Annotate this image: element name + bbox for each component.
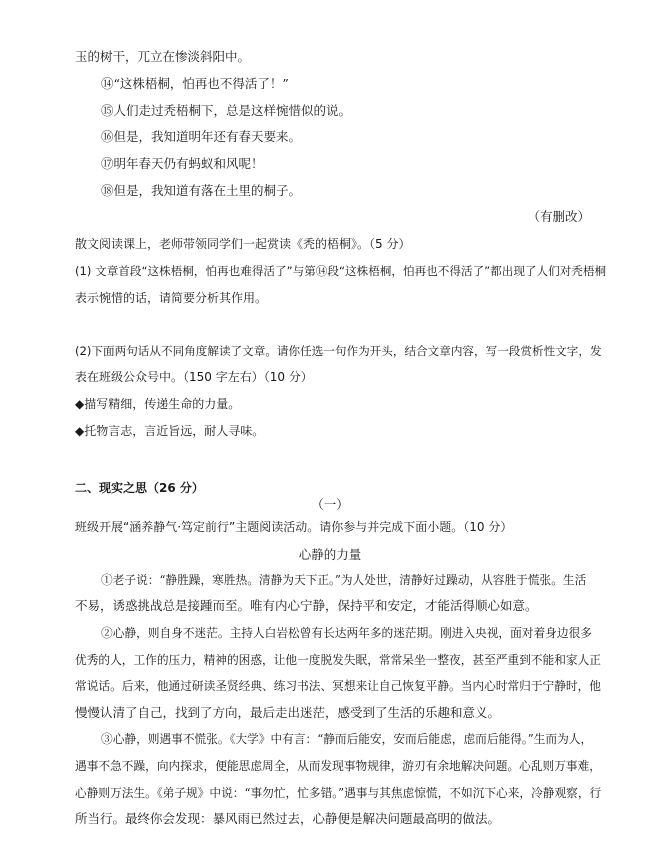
question-1-line-2: 表示惋惜的话，请简要分析其作用。 xyxy=(75,291,268,305)
section-2-part: （一） xyxy=(311,497,349,512)
passage-line-15: ⑮人们走过秃梧桐下，总是这样惋惜似的说。 xyxy=(101,103,352,118)
article-line-6: 慢慢认清了自己，找到了方向，最后走出迷茫，感受到了生活的乐趣和意义。 xyxy=(75,705,501,720)
section-2-heading: 二、现实之思（26 分） xyxy=(75,481,204,495)
section-2-intro: 班级开展“涵养静气·笃定前行”主题阅读活动。请你参与并完成下面小题。（10 分） xyxy=(75,520,513,534)
passage-line-18: ⑱但是，我知道有落在土里的桐子。 xyxy=(101,183,302,198)
source-note: （有删改） xyxy=(527,209,590,224)
article-line-4: 优秀的人，工作的压力，精神的困惑，让他一度脱发失眠，常常呆坐一整夜，甚至严重到不能和家人正 xyxy=(75,653,601,667)
question-2-option-2: ◆托物言志，言近旨远，耐人寻味。 xyxy=(75,424,265,438)
article-title: 心静的力量 xyxy=(298,547,362,562)
task-intro: 散文阅读课上，老师带领同学们一起赏读《秃的梧桐》。（5 分） xyxy=(75,237,411,251)
question-2-line-1: (2)下面两句话从不同角度解读了文章。请你任选一句作为开头，结合文章内容，写一段赏析性文字，发 xyxy=(75,344,602,358)
article-line-3: ②心静，则自身不迷茫。主持人白岩松曾有长达两年多的迷茫期。刚进入央视，面对着身边很多 xyxy=(101,626,592,640)
question-1-line-1: (1) 文章首段“这株梧桐，怕再也难得活了”与第⑭段“这株梧桐，怕再也不得活了”都出现了人们对秃梧桐 xyxy=(75,264,607,278)
passage-line-17: ⑰明年春天仍有蚂蚁和风呢！ xyxy=(101,156,264,171)
article-line-9: 心静则万法生。《弟子规》中说：“事勿忙，忙多错。”遇事与其焦虑惊慌，不如沉下心来，冷静观察，行 xyxy=(75,786,602,800)
passage-line-16: ⑯但是，我知道明年还有春天要来。 xyxy=(101,129,302,144)
article-line-10: 所当行。最终你会发现：暴风雨已然过去，心静便是解决问题最高明的做法。 xyxy=(75,811,501,826)
passage-line-14: ⑭“这株梧桐，怕再也不得活了！” xyxy=(101,76,289,91)
article-line-1: ①老子说：“静胜躁，寒胜热。清静为天下正。”为人处世，清静好过躁动，从容胜于慌张。生活 xyxy=(101,573,587,587)
article-line-2: 不易，诱惑挑战总是接踵而至。唯有内心宁静，保持平和安定，才能活得顺心如意。 xyxy=(75,598,538,613)
question-2-line-2: 表在班级公众号中。（150 字左右）（10 分） xyxy=(75,370,313,384)
question-2-option-1: ◆描写精细，传递生命的力量。 xyxy=(75,397,241,411)
article-line-7: ③心静，则遇事不慌张。《大学》中有言：“静而后能安，安而后能虑，虑而后能得。”生而为人， xyxy=(101,732,593,746)
passage-line-1: 玉的树干，兀立在惨淡斜阳中。 xyxy=(75,49,251,64)
article-line-8: 遇事不急不躁，向内探求，便能思虑周全，从而发现事物规律，游刃有余地解决问题。心乱则万事难， xyxy=(75,759,601,773)
article-line-5: 常说话。后来，他通过研读圣贤经典、练习书法、冥想来让自己恢复平静。当内心时常归于宁静时，他 xyxy=(75,679,601,693)
